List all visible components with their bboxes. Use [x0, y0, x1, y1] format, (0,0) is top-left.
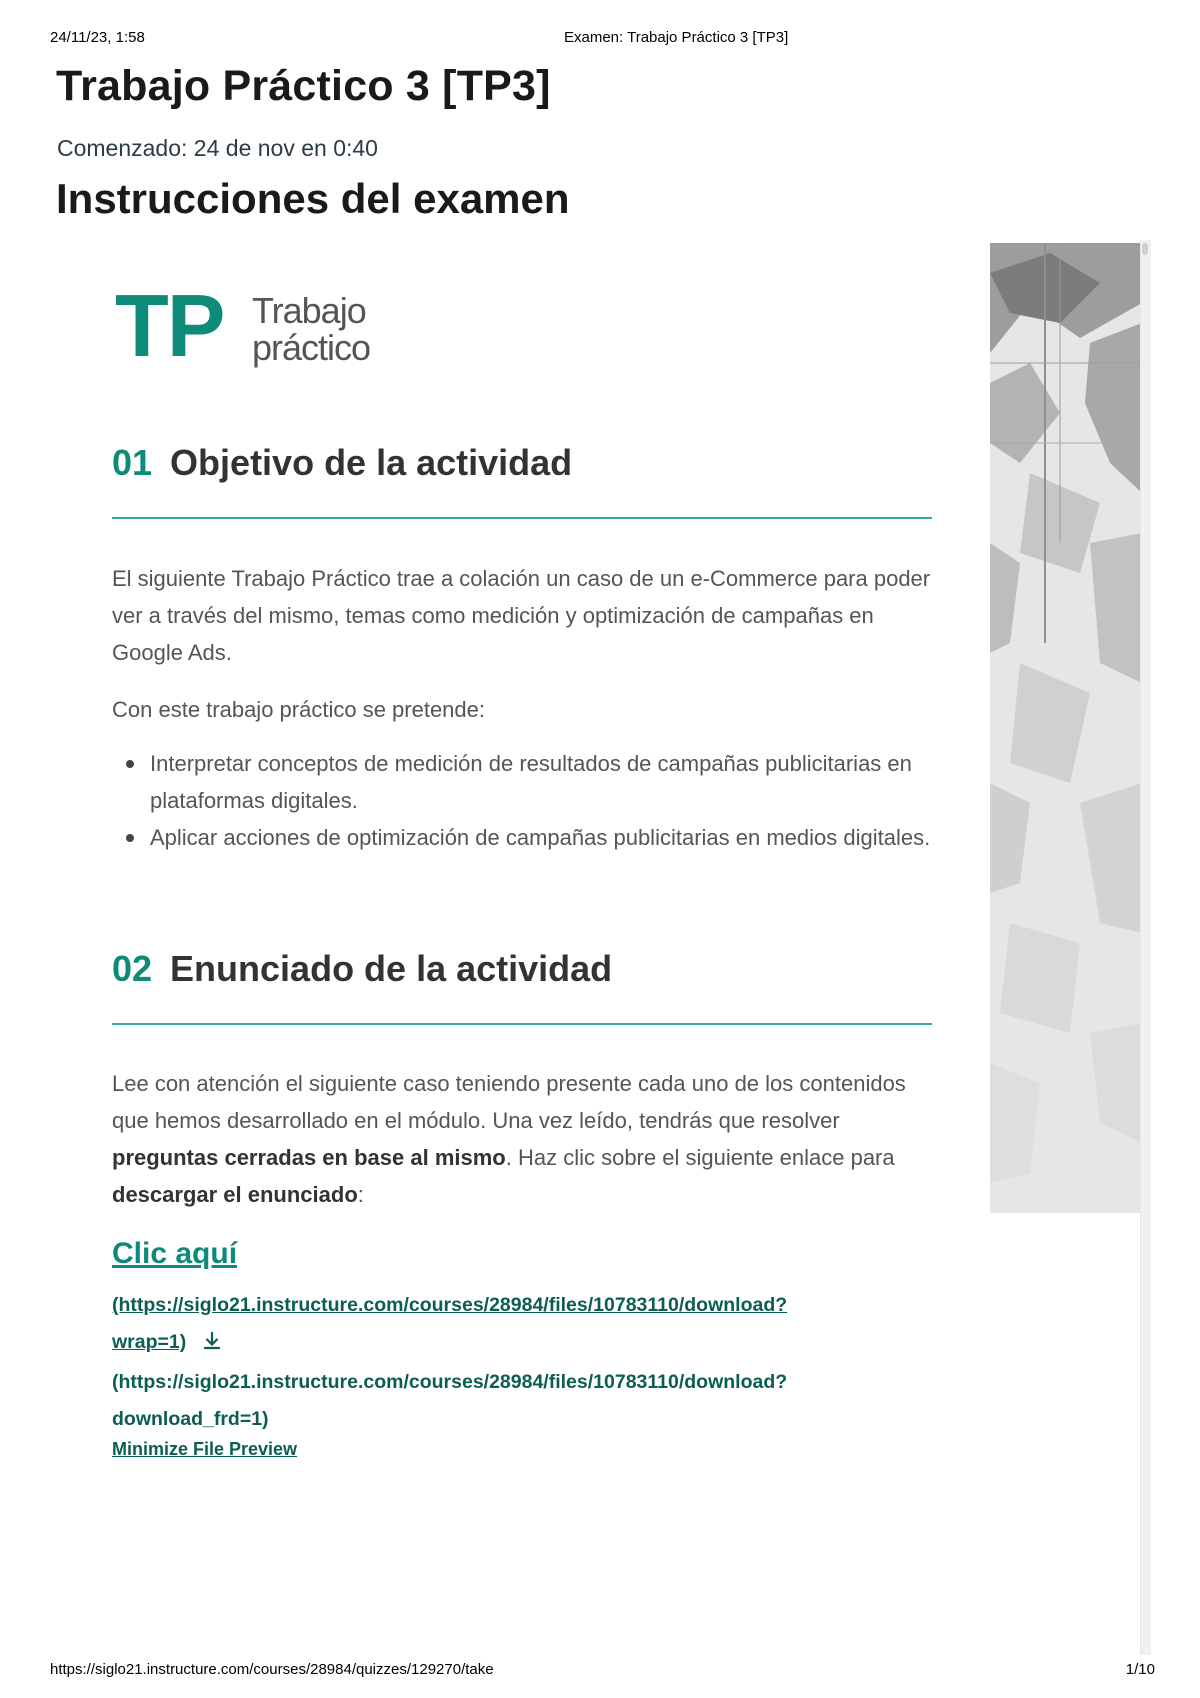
started-timestamp: Comenzado: 24 de nov en 0:40	[57, 135, 378, 161]
minimize-file-preview-link[interactable]: Minimize File Preview	[112, 1439, 298, 1459]
file-link-line[interactable]: (https://siglo21.instructure.com/courses/28984/files/10783110/download?	[112, 1294, 788, 1316]
instructions-title: Instrucciones del examen	[56, 175, 570, 222]
decorative-side-image	[990, 243, 1142, 1213]
section-2-number: 02	[112, 948, 153, 989]
section-1-paragraph: El siguiente Trabajo Práctico trae a colación un caso de un e-Commerce para poder ver a través del mismo, temas como medición y optimización de campañas en Google Ads.	[112, 566, 931, 665]
clic-aqui-link[interactable]: Clic aquí	[112, 1237, 238, 1270]
logo-word-trabajo: Trabajo	[252, 290, 366, 331]
side-scrollbar-thumb[interactable]	[1142, 243, 1148, 255]
file-link-line[interactable]: wrap=1)	[112, 1331, 187, 1353]
print-header	[50, 29, 1155, 49]
print-url: https://siglo21.instructure.com/courses/28984/quizzes/129270/take	[50, 1661, 494, 1678]
section-2-title: Enunciado de la actividad	[170, 948, 613, 989]
file-link-line[interactable]: (https://siglo21.instructure.com/courses/28984/files/10783110/download?	[112, 1371, 788, 1393]
list-item: Aplicar acciones de optimización de campañas publicitarias en medios digitales.	[112, 819, 942, 856]
print-page-number: 1/10	[1125, 1661, 1155, 1678]
para-text: . Haz clic sobre el siguiente enlace para	[505, 1145, 895, 1170]
file-link-preview[interactable]	[112, 1287, 972, 1364]
section-2-paragraph	[112, 1065, 942, 1213]
para-text: Lee con atención el siguiente caso teniendo presente cada uno de los contenidos que hemos desarrollado en el módulo. Una vez leído, tendrás que resolver	[112, 1071, 906, 1133]
para-bold-text: preguntas cerradas en base al mismo	[112, 1145, 506, 1170]
file-link-line[interactable]: download_frd=1)	[112, 1408, 269, 1430]
file-link-download[interactable]	[112, 1364, 972, 1438]
download-icon[interactable]	[202, 1327, 222, 1364]
section-1-heading	[112, 442, 932, 484]
section-1-divider	[112, 517, 932, 519]
tp-logo	[115, 276, 395, 380]
section-1-title: Objetivo de la actividad	[170, 442, 573, 483]
print-doc-title: Examen: Trabajo Práctico 3 [TP3]	[564, 29, 789, 46]
section-2-divider	[112, 1023, 932, 1025]
list-item: Interpretar conceptos de medición de resultados de campañas publicitarias en plataformas digitales.	[112, 745, 942, 819]
objectives-list	[112, 745, 942, 856]
section-2-heading	[112, 948, 932, 990]
section-1-intro-line: Con este trabajo práctico se pretende:	[112, 697, 486, 722]
download-links	[112, 1287, 972, 1438]
side-scrollbar-track[interactable]	[1140, 240, 1151, 1655]
para-text: :	[357, 1182, 364, 1207]
section-1-number: 01	[112, 442, 153, 483]
print-datetime: 24/11/23, 1:58	[50, 29, 145, 46]
print-footer	[50, 1661, 1155, 1681]
para-bold-text: descargar el enunciado	[112, 1182, 358, 1207]
logo-word-practico: práctico	[252, 327, 371, 368]
page-title: Trabajo Práctico 3 [TP3]	[56, 62, 551, 110]
logo-tp-letters: TP	[115, 276, 224, 375]
